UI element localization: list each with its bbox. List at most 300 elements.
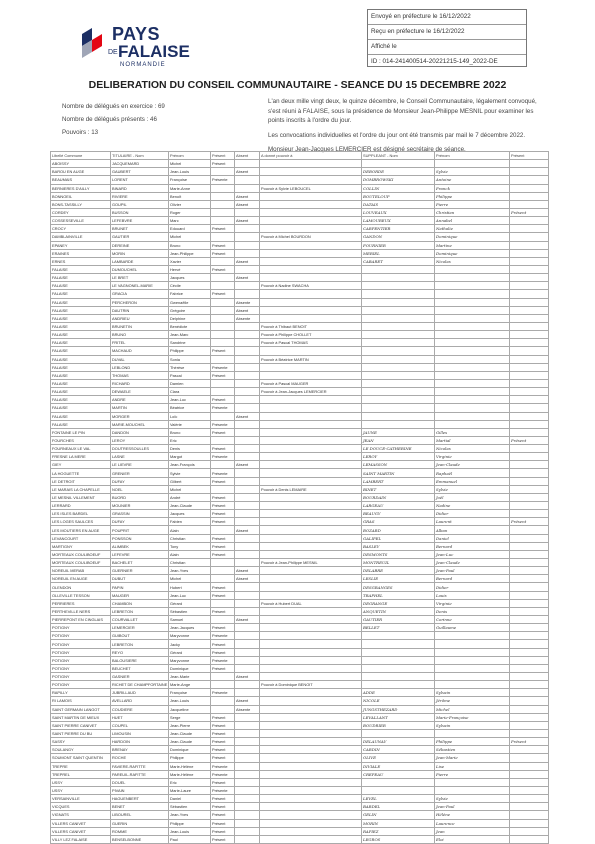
stamp-id: ID : 014-241400514-20221215-149_2022-DE (371, 58, 498, 65)
table-row (51, 583, 549, 591)
table-cell (510, 534, 549, 542)
table-cell: Pouvoir à Michel BOURDON (260, 233, 362, 241)
table-cell: Margot (169, 453, 211, 461)
table-cell: Jacques (169, 510, 211, 518)
column-header: Présent (510, 152, 549, 160)
table-cell: Laurence (435, 819, 510, 827)
table-cell: Jean-Claude (169, 738, 211, 746)
table-cell: Présent (211, 819, 235, 827)
table-cell (510, 705, 549, 713)
table-cell: Absent (235, 673, 260, 681)
table-cell: BEUCHET (111, 664, 169, 672)
table-cell (362, 347, 435, 355)
table-cell: Sylvain (435, 689, 510, 697)
table-cell: Didier (435, 510, 510, 518)
table-cell (235, 225, 260, 233)
table-cell: Pierre (435, 200, 510, 208)
table-cell (510, 233, 549, 241)
table-cell (211, 388, 235, 396)
table-cell (510, 721, 549, 729)
table-cell: CABARET (362, 257, 435, 265)
table-cell (260, 217, 362, 225)
table-cell: DOUEL (111, 778, 169, 786)
table-cell: Pouvoir à Hubert DUAL (260, 599, 362, 607)
table-cell: Jean-Claude (435, 461, 510, 469)
table-cell: Absent (235, 274, 260, 282)
table-cell (235, 176, 260, 184)
table-cell: LESLIE (362, 575, 435, 583)
table-cell (235, 591, 260, 599)
table-cell (260, 550, 362, 558)
table-row (51, 591, 549, 599)
table-cell: PAREUIL-RAFITTE (111, 770, 169, 778)
column-header: TITULAIRE - Nom (111, 152, 169, 160)
table-cell: MORTEAUX COULIBOEUF (51, 550, 111, 558)
table-cell (510, 477, 549, 485)
table-cell: LEROY (362, 453, 435, 461)
table-cell (510, 453, 549, 461)
table-row (51, 819, 549, 827)
table-cell: BOURDAIN (362, 493, 435, 501)
table-cell (510, 827, 549, 835)
table-cell (435, 306, 510, 314)
table-cell: REYO (111, 648, 169, 656)
table-cell (510, 192, 549, 200)
table-cell (260, 176, 362, 184)
table-cell: BONS-TASSILLY (51, 200, 111, 208)
table-cell: FALAISE (51, 379, 111, 387)
table-cell: HUET (111, 713, 169, 721)
table-row (51, 274, 549, 282)
table-cell: Présente (211, 404, 235, 412)
table-cell (260, 583, 362, 591)
table-cell: Fabrice (169, 290, 211, 298)
table-cell (211, 681, 235, 689)
column-header: Présent (211, 152, 235, 160)
table-cell (510, 445, 549, 453)
table-cell: GAUTIER (362, 616, 435, 624)
table-cell (235, 721, 260, 729)
table-cell: Jean-Luc (435, 550, 510, 558)
table-cell: Absent (235, 217, 260, 225)
table-cell (211, 322, 235, 330)
table-cell (235, 518, 260, 526)
table-cell: OLLEVILLE TESSON (51, 591, 111, 599)
table-cell (211, 339, 235, 347)
table-cell: LE LIEVRE (111, 461, 169, 469)
table-cell: Présent (211, 371, 235, 379)
table-cell (435, 339, 510, 347)
logo-mark-icon (78, 26, 106, 60)
table-cell (235, 282, 260, 290)
table-cell (211, 697, 235, 705)
table-cell (510, 795, 549, 803)
table-cell (260, 208, 362, 216)
table-cell (235, 502, 260, 510)
table-cell: Corinne (435, 616, 510, 624)
table-cell: VILLERS CANIVET (51, 827, 111, 835)
table-cell: Présent (211, 534, 235, 542)
table-cell (510, 550, 549, 558)
table-row (51, 697, 549, 705)
table-cell: Sylvie (169, 469, 211, 477)
table-header-row (51, 152, 549, 160)
table-cell: COSSESSEVILLE (51, 217, 111, 225)
table-cell (211, 257, 235, 265)
table-cell: Joël (435, 493, 510, 501)
table-row (51, 208, 549, 216)
table-cell: Gilbert (169, 477, 211, 485)
table-cell: GRACIA (111, 290, 169, 298)
table-cell: ANDRIEU (111, 314, 169, 322)
table-cell: LE BRET (111, 274, 169, 282)
table-cell: Nathalie (435, 225, 510, 233)
table-cell: Pouvoir à Béatrice MARTIN (260, 355, 362, 363)
table-cell: TREPREL (51, 770, 111, 778)
table-cell (260, 542, 362, 550)
table-row (51, 640, 549, 648)
column-header: Prénom (169, 152, 211, 160)
table-cell (260, 445, 362, 453)
table-cell: Daniel (169, 795, 211, 803)
table-cell (510, 485, 549, 493)
table-cell: SOUMONT SAINT QUENTIN (51, 754, 111, 762)
table-cell (510, 624, 549, 632)
table-cell (435, 347, 510, 355)
table-cell (260, 436, 362, 444)
table-cell: Cécile (169, 282, 211, 290)
table-cell: Béatrice (169, 404, 211, 412)
table-cell: Edouard (169, 225, 211, 233)
table-cell: BEAUMAIS (51, 176, 111, 184)
table-row (51, 233, 549, 241)
table-cell: Présent (510, 208, 549, 216)
table-cell: CHAMBON (111, 599, 169, 607)
table-cell: Marie-Hélène (169, 762, 211, 770)
table-cell (435, 282, 510, 290)
table-cell: Martial (435, 436, 510, 444)
table-cell: Louis (435, 591, 510, 599)
table-cell (260, 371, 362, 379)
table-cell (235, 754, 260, 762)
table-cell (435, 786, 510, 794)
column-header: Absent (235, 152, 260, 160)
table-cell (235, 689, 260, 697)
table-cell: Jacqueline (169, 705, 211, 713)
table-cell (211, 282, 235, 290)
table-cell: BACHELET (111, 559, 169, 567)
table-cell: NOREUIL MERAB (51, 567, 111, 575)
table-cell (510, 803, 549, 811)
table-row (51, 803, 549, 811)
prefecture-stamp (367, 9, 527, 67)
table-cell: DAUTRIN (111, 306, 169, 314)
attendance-table (50, 151, 549, 844)
table-cell: PAPIN (111, 583, 169, 591)
table-cell (235, 388, 260, 396)
table-cell: ALIMBEK (111, 542, 169, 550)
table-cell: Absent (235, 461, 260, 469)
table-cell: Martine (435, 241, 510, 249)
table-cell: Dominique (169, 746, 211, 754)
table-cell: POTIGNY (51, 681, 111, 689)
table-cell: Présent (211, 518, 235, 526)
table-cell (211, 184, 235, 192)
table-cell: MERIEL (362, 249, 435, 257)
table-cell: Présente (211, 689, 235, 697)
table-row (51, 485, 549, 493)
table-cell (211, 200, 235, 208)
table-cell: POTIGNY (51, 624, 111, 632)
table-row (51, 502, 549, 510)
table-cell: Présent (211, 835, 235, 843)
table-cell (235, 184, 260, 192)
table-cell: Présent (211, 607, 235, 615)
table-cell: BINARD (111, 184, 169, 192)
table-cell: ROCHE (111, 754, 169, 762)
table-cell: FALAISE (51, 347, 111, 355)
table-cell (510, 575, 549, 583)
table-cell: Samuel (169, 616, 211, 624)
table-cell: DESMONTS (362, 550, 435, 558)
stat-pouvoirs: Pouvoirs : 13 (62, 129, 99, 136)
table-cell: Présent (211, 746, 235, 754)
table-cell: Guillaume (435, 624, 510, 632)
logo-line2: FALAISE (118, 42, 190, 61)
table-cell: Présente (211, 420, 235, 428)
table-cell: Présente (211, 632, 235, 640)
table-cell: Jacques (169, 274, 211, 282)
table-row (51, 477, 549, 485)
table-cell (435, 420, 510, 428)
table-cell: RICHARD (111, 379, 169, 387)
table-cell: DIVIALE (362, 762, 435, 770)
table-cell: PIERREPONT EN CINGLAIS (51, 616, 111, 624)
table-cell: ERAINES (51, 249, 111, 257)
table-cell: POTIGNY (51, 632, 111, 640)
table-row (51, 575, 549, 583)
table-row (51, 347, 549, 355)
table-cell (435, 363, 510, 371)
table-cell: Présente (211, 453, 235, 461)
table-cell (362, 265, 435, 273)
table-cell (510, 673, 549, 681)
table-cell: Présent (211, 225, 235, 233)
table-row (51, 379, 549, 387)
table-cell: Présent (211, 428, 235, 436)
table-cell: Benédicte (169, 322, 211, 330)
table-cell (260, 249, 362, 257)
table-cell: POTIGNY (51, 673, 111, 681)
table-cell (362, 664, 435, 672)
table-cell (435, 298, 510, 306)
table-cell: Absent (235, 526, 260, 534)
table-cell: Présente (211, 176, 235, 184)
table-cell: Sylvie (435, 795, 510, 803)
logo-line1: PAYS (112, 24, 161, 44)
table-cell: SAINT MARTIN (362, 469, 435, 477)
table-cell: MARIE-MOUCHEL (111, 420, 169, 428)
table-row (51, 786, 549, 794)
table-row (51, 371, 549, 379)
table-cell: GASNIER (111, 673, 169, 681)
table-cell: Présent (211, 591, 235, 599)
table-cell (362, 656, 435, 664)
table-cell: LORENT (111, 176, 169, 184)
table-cell (260, 656, 362, 664)
table-cell: CROCY (51, 225, 111, 233)
table-cell (435, 160, 510, 168)
table-cell (510, 835, 549, 843)
table-cell: Alain (169, 550, 211, 558)
table-cell (362, 420, 435, 428)
table-row (51, 249, 549, 257)
table-row (51, 282, 549, 290)
pays-de-falaise-logo (78, 24, 188, 76)
table-cell: MARTIGNY (51, 542, 111, 550)
table-cell: Sébastien (169, 607, 211, 615)
table-cell: ANQUETIN (362, 607, 435, 615)
table-cell: Présent (211, 241, 235, 249)
table-cell: Absent (235, 697, 260, 705)
table-cell (435, 681, 510, 689)
table-cell (211, 379, 235, 387)
table-cell: Gérard (169, 648, 211, 656)
table-cell: TRAPHEL (362, 591, 435, 599)
table-cell: Michel (169, 575, 211, 583)
table-row (51, 257, 549, 265)
table-cell: Loïc (169, 412, 211, 420)
table-cell (235, 534, 260, 542)
table-cell (510, 770, 549, 778)
table-cell: FALAISE (51, 331, 111, 339)
table-cell (510, 322, 549, 330)
table-cell: Présent (211, 550, 235, 558)
table-cell: Philippe (435, 738, 510, 746)
table-cell: Nicolas (435, 445, 510, 453)
table-cell (260, 420, 362, 428)
table-cell: DEREINE (111, 241, 169, 249)
table-cell (510, 331, 549, 339)
table-cell: Gilles (435, 428, 510, 436)
table-cell: Maryvonne (169, 656, 211, 664)
table-cell (362, 339, 435, 347)
table-cell (510, 314, 549, 322)
table-row (51, 550, 549, 558)
table-cell: LERRARD (51, 502, 111, 510)
table-cell (510, 339, 549, 347)
table-cell: Absent (235, 200, 260, 208)
table-cell: Présent (211, 624, 235, 632)
table-cell: Présent (211, 754, 235, 762)
table-cell: Bernard (435, 542, 510, 550)
table-cell (211, 567, 235, 575)
table-cell: BUORD (111, 493, 169, 501)
table-cell (235, 656, 260, 664)
table-cell (510, 811, 549, 819)
table-cell (260, 819, 362, 827)
table-cell: Bruno (169, 241, 211, 249)
table-row (51, 673, 549, 681)
table-cell (260, 803, 362, 811)
table-cell: RI LAMOIS (51, 697, 111, 705)
table-cell (235, 249, 260, 257)
table-row (51, 306, 549, 314)
table-cell: FOURCHES (51, 436, 111, 444)
table-cell (510, 664, 549, 672)
table-cell (235, 347, 260, 355)
table-cell (435, 656, 510, 664)
table-cell (235, 729, 260, 737)
table-cell (510, 746, 549, 754)
table-cell (435, 396, 510, 404)
table-cell: FALAISE (51, 404, 111, 412)
table-cell: Présent (211, 729, 235, 737)
table-cell (510, 656, 549, 664)
table-cell (260, 396, 362, 404)
table-cell (235, 550, 260, 558)
table-row (51, 681, 549, 689)
table-cell: MORTEAUX COULIBOEUF (51, 559, 111, 567)
table-cell: Absent (235, 575, 260, 583)
table-row (51, 160, 549, 168)
table-cell: GIEY (51, 461, 111, 469)
table-cell (260, 200, 362, 208)
table-cell: Présent (211, 583, 235, 591)
table-cell: Pouvoir à Thibaut BENOIT (260, 322, 362, 330)
table-cell (211, 192, 235, 200)
table-cell: BRENAY (111, 746, 169, 754)
table-cell: PERTHEVILLE NERS (51, 607, 111, 615)
table-cell: Absente (235, 705, 260, 713)
table-row (51, 778, 549, 786)
table-cell: ADDE (362, 689, 435, 697)
table-cell: NICOLE (362, 697, 435, 705)
table-cell: LE DETROIT (51, 477, 111, 485)
table-cell (235, 583, 260, 591)
table-cell (260, 738, 362, 746)
table-cell (235, 355, 260, 363)
table-cell: Roger (169, 208, 211, 216)
table-cell (260, 640, 362, 648)
table-row (51, 713, 549, 721)
table-cell: Xavier (169, 257, 211, 265)
table-row (51, 168, 549, 176)
table-cell (235, 404, 260, 412)
table-cell (260, 835, 362, 843)
table-cell: Absent (235, 257, 260, 265)
table-cell: Hubert (169, 583, 211, 591)
table-cell: Pouvoir à Jean-Philippe MESNIL (260, 559, 362, 567)
table-cell: VIGNATS (51, 811, 111, 819)
table-cell: LE VAGNONEL-MARIE (111, 282, 169, 290)
table-cell (362, 681, 435, 689)
column-header: A donné pouvoir à (260, 152, 362, 160)
table-cell: ERNES (51, 257, 111, 265)
table-cell: Présente (211, 770, 235, 778)
intro-paragraph: L'an deux mille vingt deux, le quinze décembre, le Conseil Communautaire, légalement convoqué, s'est réuni à FALAISE, sous la présidence de Monsieur Jean-Philippe MESNIL pour examiner les points inscrits à l'ordre du jour. (268, 98, 537, 124)
table-row (51, 648, 549, 656)
table-cell: FONTAINE LE PIN (51, 428, 111, 436)
table-cell: LEFEVRE (111, 550, 169, 558)
table-cell: SAINT MARTIN DE MIEUX (51, 713, 111, 721)
table-cell (435, 314, 510, 322)
table-cell (260, 469, 362, 477)
table-cell: Thérèse (169, 363, 211, 371)
table-cell (235, 208, 260, 216)
table-cell (260, 290, 362, 298)
table-row (51, 754, 549, 762)
